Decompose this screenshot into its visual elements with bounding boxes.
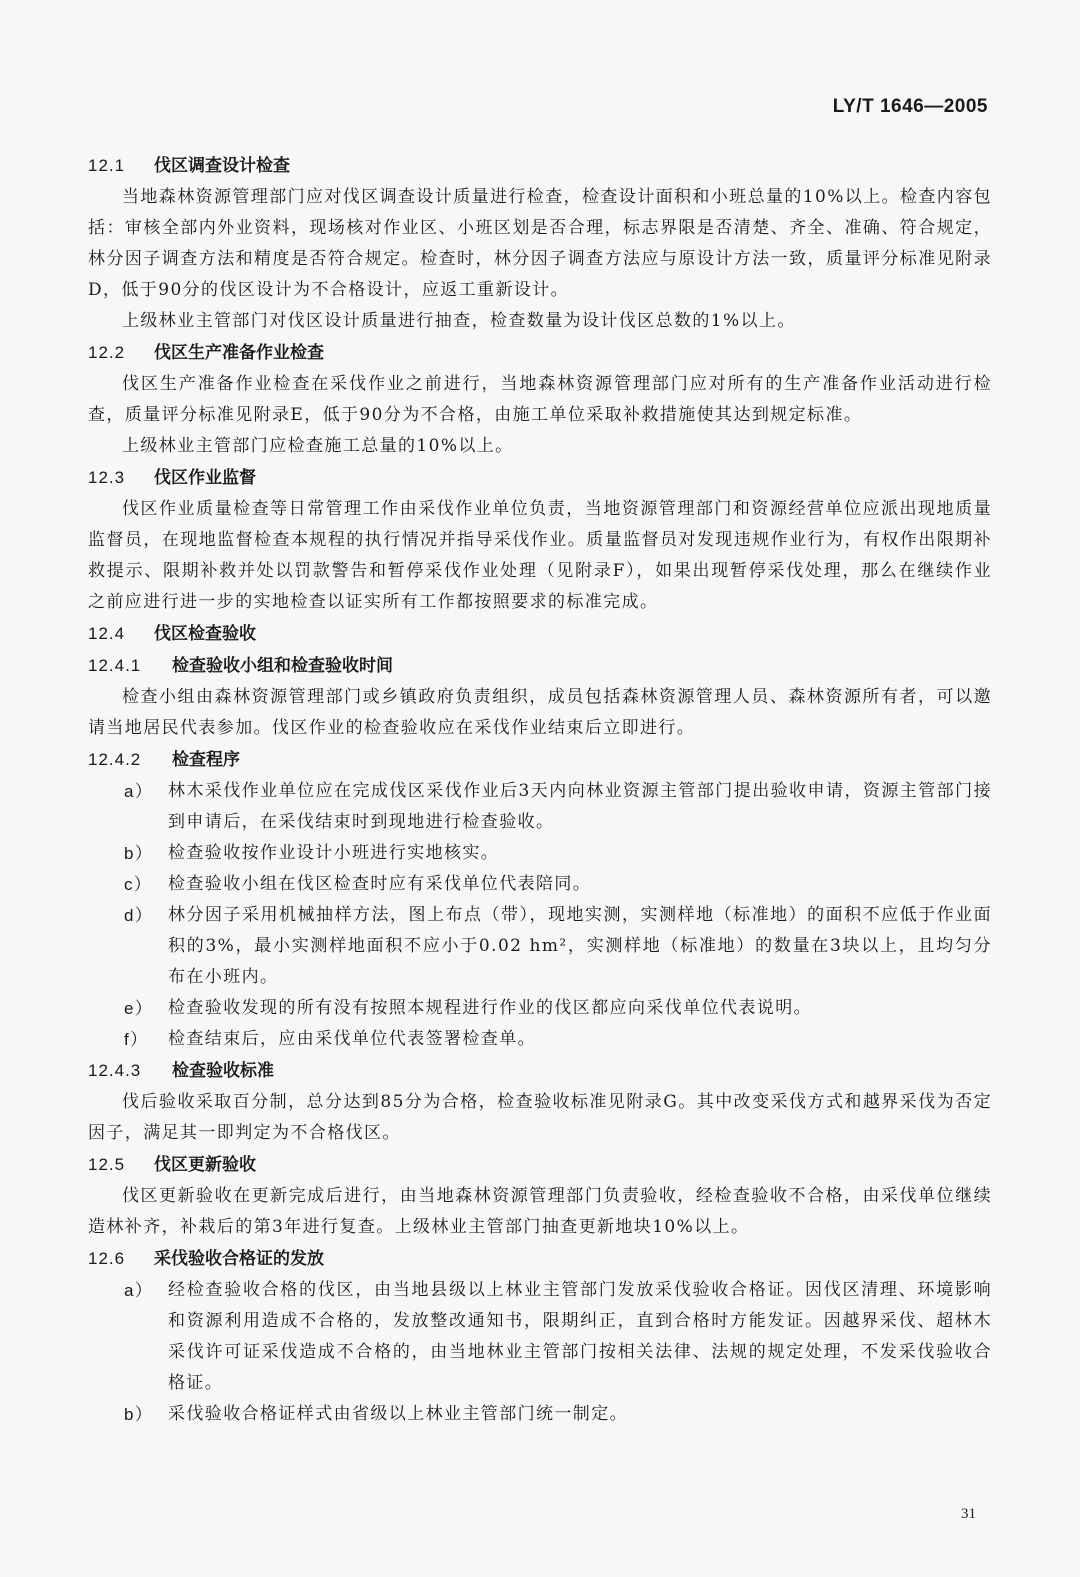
standard-code: LY/T 1646—2005 [832,96,988,117]
list-marker: a） [124,782,154,801]
section-title: 伐区检查验收 [154,624,256,644]
list-marker: b） [124,844,154,863]
paragraph: 检查小组由森林资源管理部门或乡镇政府负责组织，成员包括森林资源管理人员、森林资源所有者，可以邀请当地居民代表参加。伐区作业的检查验收应在采伐作业结束后立即进行。 [88,687,992,738]
list-text: 检查结束后，应由采伐单位代表签署检查单。 [168,1029,536,1049]
section-title: 检查验收小组和检查验收时间 [172,656,393,676]
section-title: 伐区更新验收 [154,1155,256,1175]
section-number: 12.5 [88,1155,126,1174]
list-text: 检查验收按作业设计小班进行实地核实。 [168,843,500,863]
list-item [88,993,992,1024]
list-marker: a） [124,1281,154,1300]
section-title: 伐区作业监督 [154,468,256,488]
section-heading-12-4-2 [88,744,992,776]
document-body [88,150,992,1430]
paragraph: 上级林业主管部门应检查施工总量的10%以上。 [122,436,514,456]
list-text: 林分因子采用机械抽样方法，图上布点（带），现地实测，实测样地（标准地）的面积不应低于作业面积的3%，最小实测样地面积不应小于0.02 hm²，实测样地（标准地）的数量在3块以上，且均匀分布在小班内。 [168,905,992,987]
list-text: 林木采伐作业单位应在完成伐区采伐作业后3天内向林业资源主管部门提出验收申请，资源主管部门接到申请后，在采伐结束时到现地进行检查验收。 [168,781,992,832]
list-item [88,1275,992,1399]
list-marker: e） [124,999,154,1018]
section-title: 检查程序 [172,750,240,770]
list-item [88,869,992,900]
section-heading-12-2 [88,337,992,369]
section-number: 12.4.3 [88,1061,142,1080]
list-item [88,1399,992,1430]
paragraph: 伐区更新验收在更新完成后进行，由当地森林资源管理部门负责验收，经检查验收不合格，由采伐单位继续造林补齐，补栽后的第3年进行复查。上级林业主管部门抽查更新地块10%以上。 [88,1186,992,1237]
section-number: 12.6 [88,1249,126,1268]
section-heading-12-6 [88,1243,992,1275]
list-item [88,838,992,869]
section-number: 12.4.2 [88,750,142,769]
section-number: 12.2 [88,343,126,362]
list-marker: b） [124,1405,154,1424]
list-text: 采伐验收合格证样式由省级以上林业主管部门统一制定。 [168,1404,628,1424]
list-text: 检查验收发现的所有没有按照本规程进行作业的伐区都应向采伐单位代表说明。 [168,998,812,1018]
section-heading-12-1 [88,150,992,182]
paragraph: 伐区生产准备作业检查在采伐作业之前进行，当地森林资源管理部门应对所有的生产准备作业活动进行检查，质量评分标准见附录E，低于90分为不合格，由施工单位采取补救措施使其达到规定标准。 [88,374,992,425]
list-text: 经检查验收合格的伐区，由当地县级以上林业主管部门发放采伐验收合格证。因伐区清理、环境影响和资源利用造成不合格的，发放整改通知书，限期纠正，直到合格时方能发证。因越界采伐、超林木采伐许可证采伐造成不合格的，由当地林业主管部门按相关法律、法规的规定处理，不发采伐验收合格证。 [168,1280,992,1393]
paragraph: 伐后验收采取百分制，总分达到85分为合格，检查验收标准见附录G。其中改变采伐方式和越界采伐为否定因子，满足其一即判定为不合格伐区。 [88,1092,992,1143]
section-number: 12.3 [88,468,126,487]
section-title: 检查验收标准 [172,1061,274,1081]
section-heading-12-5 [88,1149,992,1181]
section-heading-12-4-3 [88,1055,992,1087]
section-heading-12-4 [88,618,992,650]
paragraph: 伐区作业质量检查等日常管理工作由采伐作业单位负责，当地资源管理部门和资源经营单位应派出现地质量监督员，在现地监督检查本规程的执行情况并指导采伐作业。质量监督员对发现违规作业行为，有权作出限期补救提示、限期补救并处以罚款警告和暂停采伐作业处理（见附录F），如果出现暂停采伐处理，那么在继续作业之前应进行进一步的实地检查以证实所有工作都按照要求的标准完成。 [88,499,992,612]
section-number: 12.4.1 [88,656,142,675]
section-title: 伐区调查设计检查 [154,156,290,176]
list-text: 检查验收小组在伐区检查时应有采伐单位代表陪同。 [168,874,592,894]
section-heading-12-4-1 [88,650,992,682]
section-title: 采伐验收合格证的发放 [154,1249,324,1269]
list-item [88,1024,992,1055]
list-item [88,900,992,993]
page-number: 31 [961,1506,976,1522]
paragraph: 上级林业主管部门对伐区设计质量进行抽查，检查数量为设计伐区总数的1%以上。 [122,311,796,331]
list-marker: d） [124,906,154,925]
list-item [88,776,992,838]
section-title: 伐区生产准备作业检查 [154,343,324,363]
paragraph: 当地森林资源管理部门应对伐区调查设计质量进行检查，检查设计面积和小班总量的10%以上。检查内容包括：审核全部内外业资料，现场核对作业区、小班区划是否合理，标志界限是否清楚、齐全、准确、符合规定，林分因子调查方法和精度是否符合规定。检查时，林分因子调查方法应与原设计方法一致，质量评分标准见附录D，低于90分的伐区设计为不合格设计，应返工重新设计。 [88,187,992,300]
list-marker: c） [124,875,153,894]
section-number: 12.1 [88,156,126,175]
section-number: 12.4 [88,624,126,643]
section-heading-12-3 [88,462,992,494]
list-marker: f） [124,1030,149,1049]
